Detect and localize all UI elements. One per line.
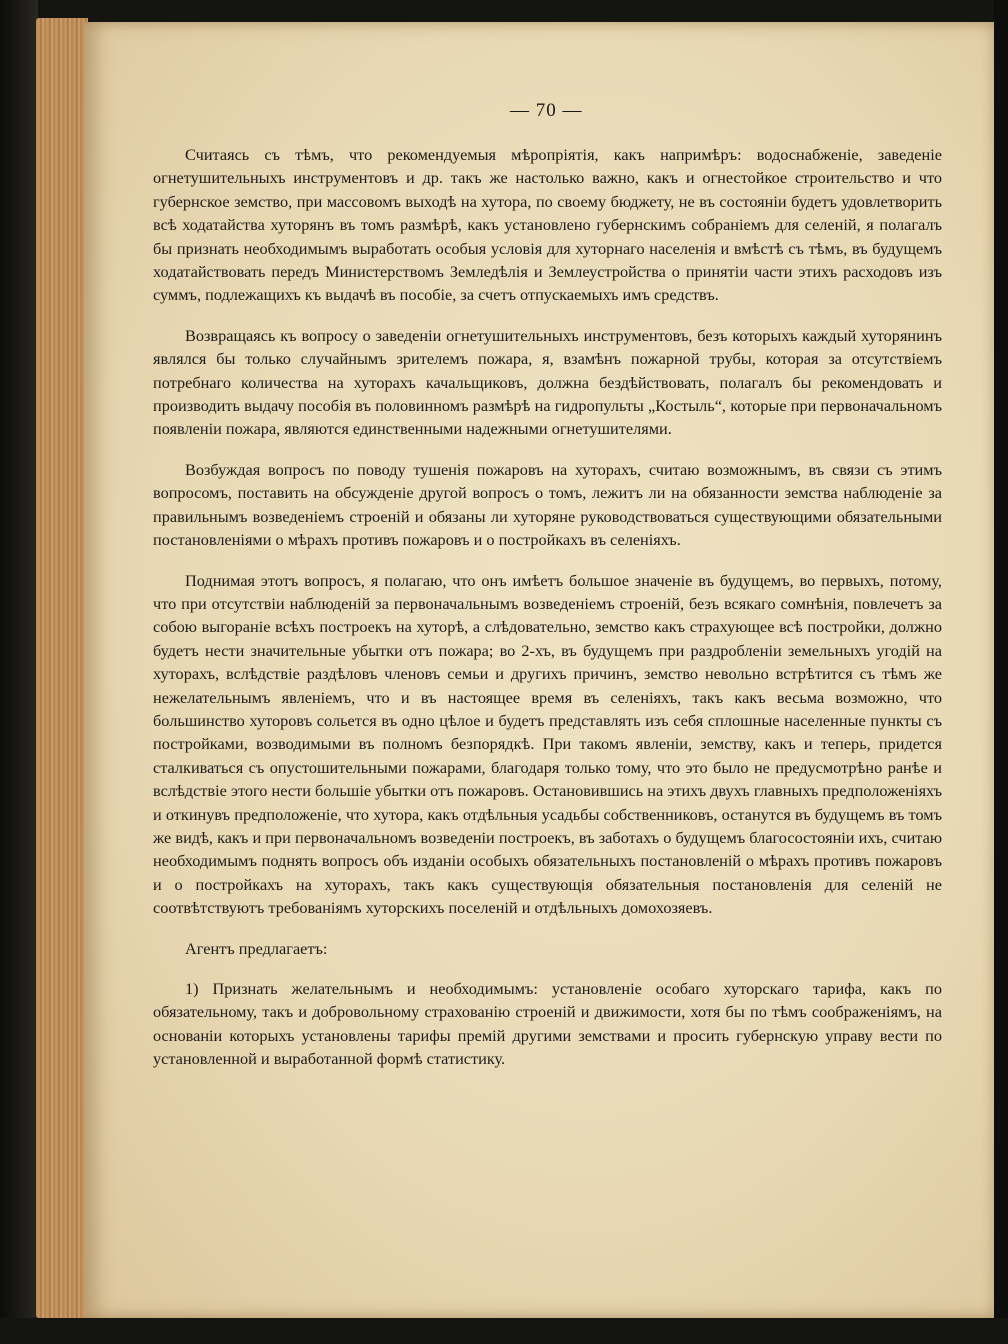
- body-text: [153, 143, 942, 1088]
- paragraph-water-supply: Считаясь съ тѣмъ, что рекомендуемыя мѣропріятія, какъ напримѣръ: водоснабженіе, заведеніе огнетушительныхъ инструментовъ и др. такъ же настолько важно, какъ и огнестойкое строительство и что губернское земство, при массовомъ выходѣ на хутора, по своему бюджету, не въ состояніи будетъ удовлетворить всѣ ходатайства хуторянъ въ томъ размѣрѣ, какъ установлено губернскимъ собраніемъ для селеній, я полагалъ бы признать необходимымъ выработать особыя условія для хуторнаго населенія и вмѣстѣ съ тѣмъ, въ будущемъ ходатайствовать передъ Министерствомъ Земледѣлія и Землеустройства о принятіи части этихъ расходовъ изъ суммъ, подлежащихъ къ выдачѣ въ пособіе, за счетъ отпускаемыхъ имъ средствъ.: [153, 145, 942, 305]
- paragraph-importance: Поднимая этотъ вопросъ, я полагаю, что онъ имѣетъ большое значеніе въ будущемъ, во первыхъ, потому, что при отсутствіи наблюденій за первоначальнымъ возведеніемъ строеній, безъ всякаго сомнѣнія, повлечетъ за собою выгораніе всѣхъ построекъ на хуторѣ, а слѣдовательно, земство какъ страхующее всѣ постройки, должно будетъ нести значительные убытки отъ пожара; во 2-хъ, въ будущемъ при раздробленіи земельныхъ угодій на хуторахъ, вслѣдствіе раздѣловъ членовъ семьи и другихъ причинъ, земство невольно встрѣтится съ тѣмъ же нежелательнымъ явленіемъ, что и въ настоящее время въ селеніяхъ, такъ какъ весьма возможно, что большинство хуторовъ сольется въ одно цѣлое и будетъ представлять изъ себя сплошные населенные пункты съ постройками, возводимыми въ полномъ безпорядкѣ. При такомъ явленіи, земству, какъ и теперь, придется сталкиваться съ опустошительными пожарами, благодаря только тому, что это было не предусмотрѣно ранѣе и вслѣдствіе этого нести большіе убытки отъ пожаровъ. Остановившись на этихъ двухъ главныхъ предположеніяхъ и откинувъ предположеніе, что хутора, какъ отдѣльныя усадьбы собственниковъ, останутся въ будущемъ въ томъ же видѣ, какъ и при первоначальномъ возведеніи построекъ, въ заботахъ о будущемъ благосостояніи ихъ, считаю необходимымъ поднять вопросъ объ изданіи особыхъ обязательныхъ постановленій о мѣрахъ противъ пожаровъ и о постройкахъ на хуторахъ, такъ какъ существующія обязательныя постановленія для селеній не соотвѣтствуютъ требованіямъ хуторскихъ поселеній и отдѣльныхъ домохозяевъ.: [153, 570, 942, 918]
- proposal-item-1: 1) Признать желательнымъ и необходимымъ: установленіе особаго хуторскаго тарифа, какъ по обязательному, такъ и добровольному страхованію строеній и движимости, хотя бы по тѣмъ соображеніямъ, на основаніи которыхъ установлены тарифы премій другими земствами и просить губернскую управу вести по установленной и выработанной формѣ статистику.: [153, 979, 942, 1069]
- book-cover-edge: [0, 0, 38, 1344]
- scan-border-right: [994, 0, 1008, 1344]
- scan-border-bottom: [0, 1318, 1008, 1344]
- page-stack-edges: [36, 18, 88, 1318]
- paragraph-fire-tools: Возвращаясь къ вопросу о заведеніи огнетушительныхъ инструментовъ, безъ которыхъ каждый хуторянинъ являлся бы только случайнымъ зрителемъ пожара, я, взамѣнъ пожарной трубы, которая за отсутствіемъ потребнаго количества на хуторахъ качальщиковъ, должна бездѣйствовать, полагалъ бы рекомендовать и производить выдачу пособія въ половинномъ размѣрѣ на гидропульты „Костыль“, которые при первоначальномъ появленіи пожара, являются единственными надежными огнетушителями.: [153, 325, 942, 439]
- page-number: — 70 —: [510, 100, 583, 121]
- agent-heading: Агентъ предлагаетъ:: [185, 938, 328, 958]
- paragraph-fire-question: Возбуждая вопросъ по поводу тушенія пожаровъ на хуторахъ, считаю возможнымъ, въ связи съ этимъ вопросомъ, поставить на обсужденіе другой вопросъ о томъ, лежитъ ли на обязанности земства наблюденіе за правильнымъ возведеніемъ строеній и обязаны ли хуторяне руководствоваться существующими обязательными постановленіями о мѣрахъ противъ пожаровъ и о постройкахъ въ селеніяхъ.: [153, 459, 942, 550]
